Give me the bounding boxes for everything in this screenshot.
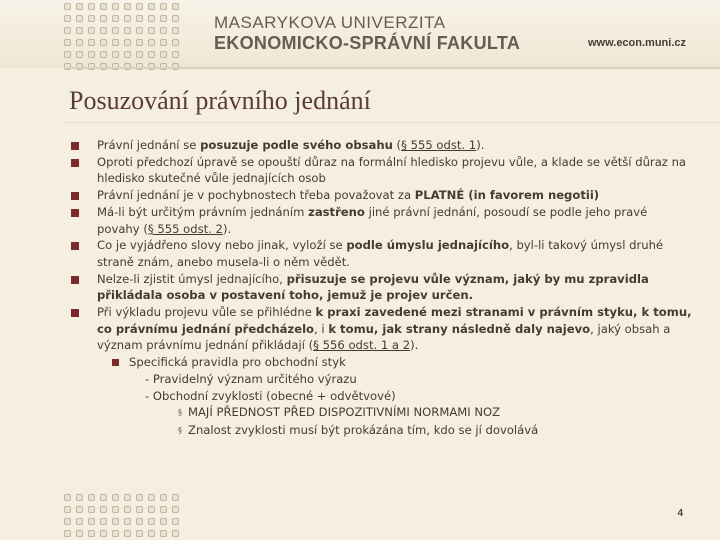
decorative-dot [172,506,179,513]
decorative-dot [100,506,107,513]
decorative-dot [160,530,167,537]
decorative-dot [64,39,71,46]
logo-dot-grid-bottom [64,494,184,537]
decorative-dot [64,3,71,10]
decorative-dot [148,506,155,513]
decorative-dot [76,530,83,537]
decorative-dot [76,27,83,34]
decorative-dot [88,518,95,525]
law-reference-link[interactable]: § 555 odst. 1 [401,138,477,152]
decorative-dot [64,27,71,34]
bullet-item: Má-li být určitým právním jednáním zastřeno jiné právní jednání, posoudí se podle jeho pravé povahy (§ 555 odst. 2). [0,204,720,237]
decorative-dot [136,39,143,46]
header-url[interactable]: www.econ.muni.cz [588,37,686,49]
decorative-dot [100,51,107,58]
decorative-dot [136,494,143,501]
decorative-dot [160,506,167,513]
decorative-dot [64,530,71,537]
decorative-dot [64,15,71,22]
decorative-dot [124,518,131,525]
decorative-dot [148,15,155,22]
decorative-dot [112,494,119,501]
decorative-dot [112,506,119,513]
decorative-dot [100,494,107,501]
decorative-dot [124,39,131,46]
decorative-dot [88,39,95,46]
decorative-dot [172,51,179,58]
decorative-dot [136,530,143,537]
slide-content [0,137,720,440]
title-divider [64,122,720,123]
bullet-item: Oproti předchozí úpravě se opouští důraz na formální hledisko projevu vůle, a klade se větší důraz na hledisko skutečné vůle jednajících osob [0,154,720,187]
decorative-dot [76,3,83,10]
decorative-dot [124,494,131,501]
decorative-dot [172,494,179,501]
decorative-dot [136,506,143,513]
decorative-dot [100,27,107,34]
decorative-dot [100,530,107,537]
decorative-dot [88,15,95,22]
decorative-dot [88,27,95,34]
decorative-dot [136,3,143,10]
decorative-dot [148,3,155,10]
decorative-dot [148,51,155,58]
decorative-dot [160,3,167,10]
decorative-dot [172,15,179,22]
decorative-dot [64,518,71,525]
decorative-dot [136,518,143,525]
decorative-dot [172,530,179,537]
dash-item: - Obchodní zvyklosti (obecné + odvětvové) [145,388,396,403]
decorative-dot [100,518,107,525]
law-reference-link[interactable]: § 555 odst. 2 [147,221,223,236]
header-divider [64,67,720,69]
decorative-dot [88,51,95,58]
decorative-dot [112,518,119,525]
decorative-dot [100,3,107,10]
sub-bullet-item: Specifická pravidla pro obchodní styk [0,354,720,371]
decorative-dot [136,27,143,34]
decorative-dot [172,518,179,525]
decorative-dot [64,51,71,58]
decorative-dot [160,39,167,46]
faculty-name: EKONOMICKO-SPRÁVNÍ FAKULTA [214,33,521,53]
decorative-dot [136,51,143,58]
decorative-dot [148,530,155,537]
decorative-dot [88,3,95,10]
decorative-dot [64,494,71,501]
bullet-item: Nelze-li zjistit úmysl jednajícího, přisuzuje se projevu vůle význam, jaký by mu zpravidla přikládala osoba v postavení toho, jemuž je projev určen. [0,271,720,304]
decorative-dot [76,506,83,513]
bullet-item: Právní jednání se posuzuje podle svého obsahu (§ 555 odst. 1). [0,137,720,154]
decorative-dot [148,39,155,46]
decorative-dot [88,530,95,537]
decorative-dot [112,51,119,58]
decorative-dot [148,494,155,501]
decorative-dot [112,39,119,46]
decorative-dot [124,51,131,58]
decorative-dot [172,39,179,46]
decorative-dot [112,530,119,537]
decorative-dot [124,27,131,34]
decorative-dot [124,530,131,537]
decorative-dot [76,494,83,501]
decorative-dot [64,506,71,513]
decorative-dot [112,15,119,22]
decorative-dot [100,15,107,22]
decorative-dot [76,15,83,22]
decorative-dot [160,51,167,58]
bullet-item: Právní jednání je v pochybnostech třeba považovat za PLATNÉ (in favorem negotii) [0,187,720,204]
decorative-dot [112,3,119,10]
law-reference-link[interactable]: § 556 odst. 1 a 2 [313,338,411,353]
decorative-dot [172,3,179,10]
bullet-item: Co je vyjádřeno slovy nebo jinak, vyloží se podle úmyslu jednajícího, byl-li takový úmysl druhé straně znám, anebo musela-li o něm vědět. [0,237,720,270]
university-name: MASARYKOVA UNIVERZITA [214,13,446,32]
square-bullet-icon: § [178,425,182,435]
decorative-dot [112,27,119,34]
square-bullet-item: § Znalost zvyklosti musí být prokázána tím, kdo se jí dovolává [178,422,539,437]
decorative-dot [88,506,95,513]
decorative-dot [88,494,95,501]
page-number: 4 [677,508,683,519]
decorative-dot [124,506,131,513]
bullet-item: Při výkladu projevu vůle se přihlédne k praxi zavedené mezi stranami v právním styku, k tomu, co právnímu jednání předcházelo, i k tomu, jak strany následně daly najevo, jaký obsah a význam právnímu jednání přikládají (§ 556 odst. 1 a 2). [0,304,720,354]
decorative-dot [148,518,155,525]
decorative-dot [160,518,167,525]
decorative-dot [160,15,167,22]
decorative-dot [124,3,131,10]
decorative-dot [100,39,107,46]
decorative-dot [160,27,167,34]
decorative-dot [124,15,131,22]
decorative-dot [148,27,155,34]
dash-item: - Pravidelný význam určitého výrazu [145,371,357,386]
decorative-dot [76,39,83,46]
slide-title: Posuzování právního jednání [69,86,371,115]
decorative-dot [172,27,179,34]
logo-dot-grid-top [64,3,184,70]
decorative-dot [76,518,83,525]
decorative-dot [160,494,167,501]
decorative-dot [136,15,143,22]
decorative-dot [76,51,83,58]
square-bullet-item: § MAJÍ PŘEDNOST PŘED DISPOZITIVNÍMI NORMAMI NOZ [178,405,501,420]
square-bullet-icon: § [178,408,182,418]
